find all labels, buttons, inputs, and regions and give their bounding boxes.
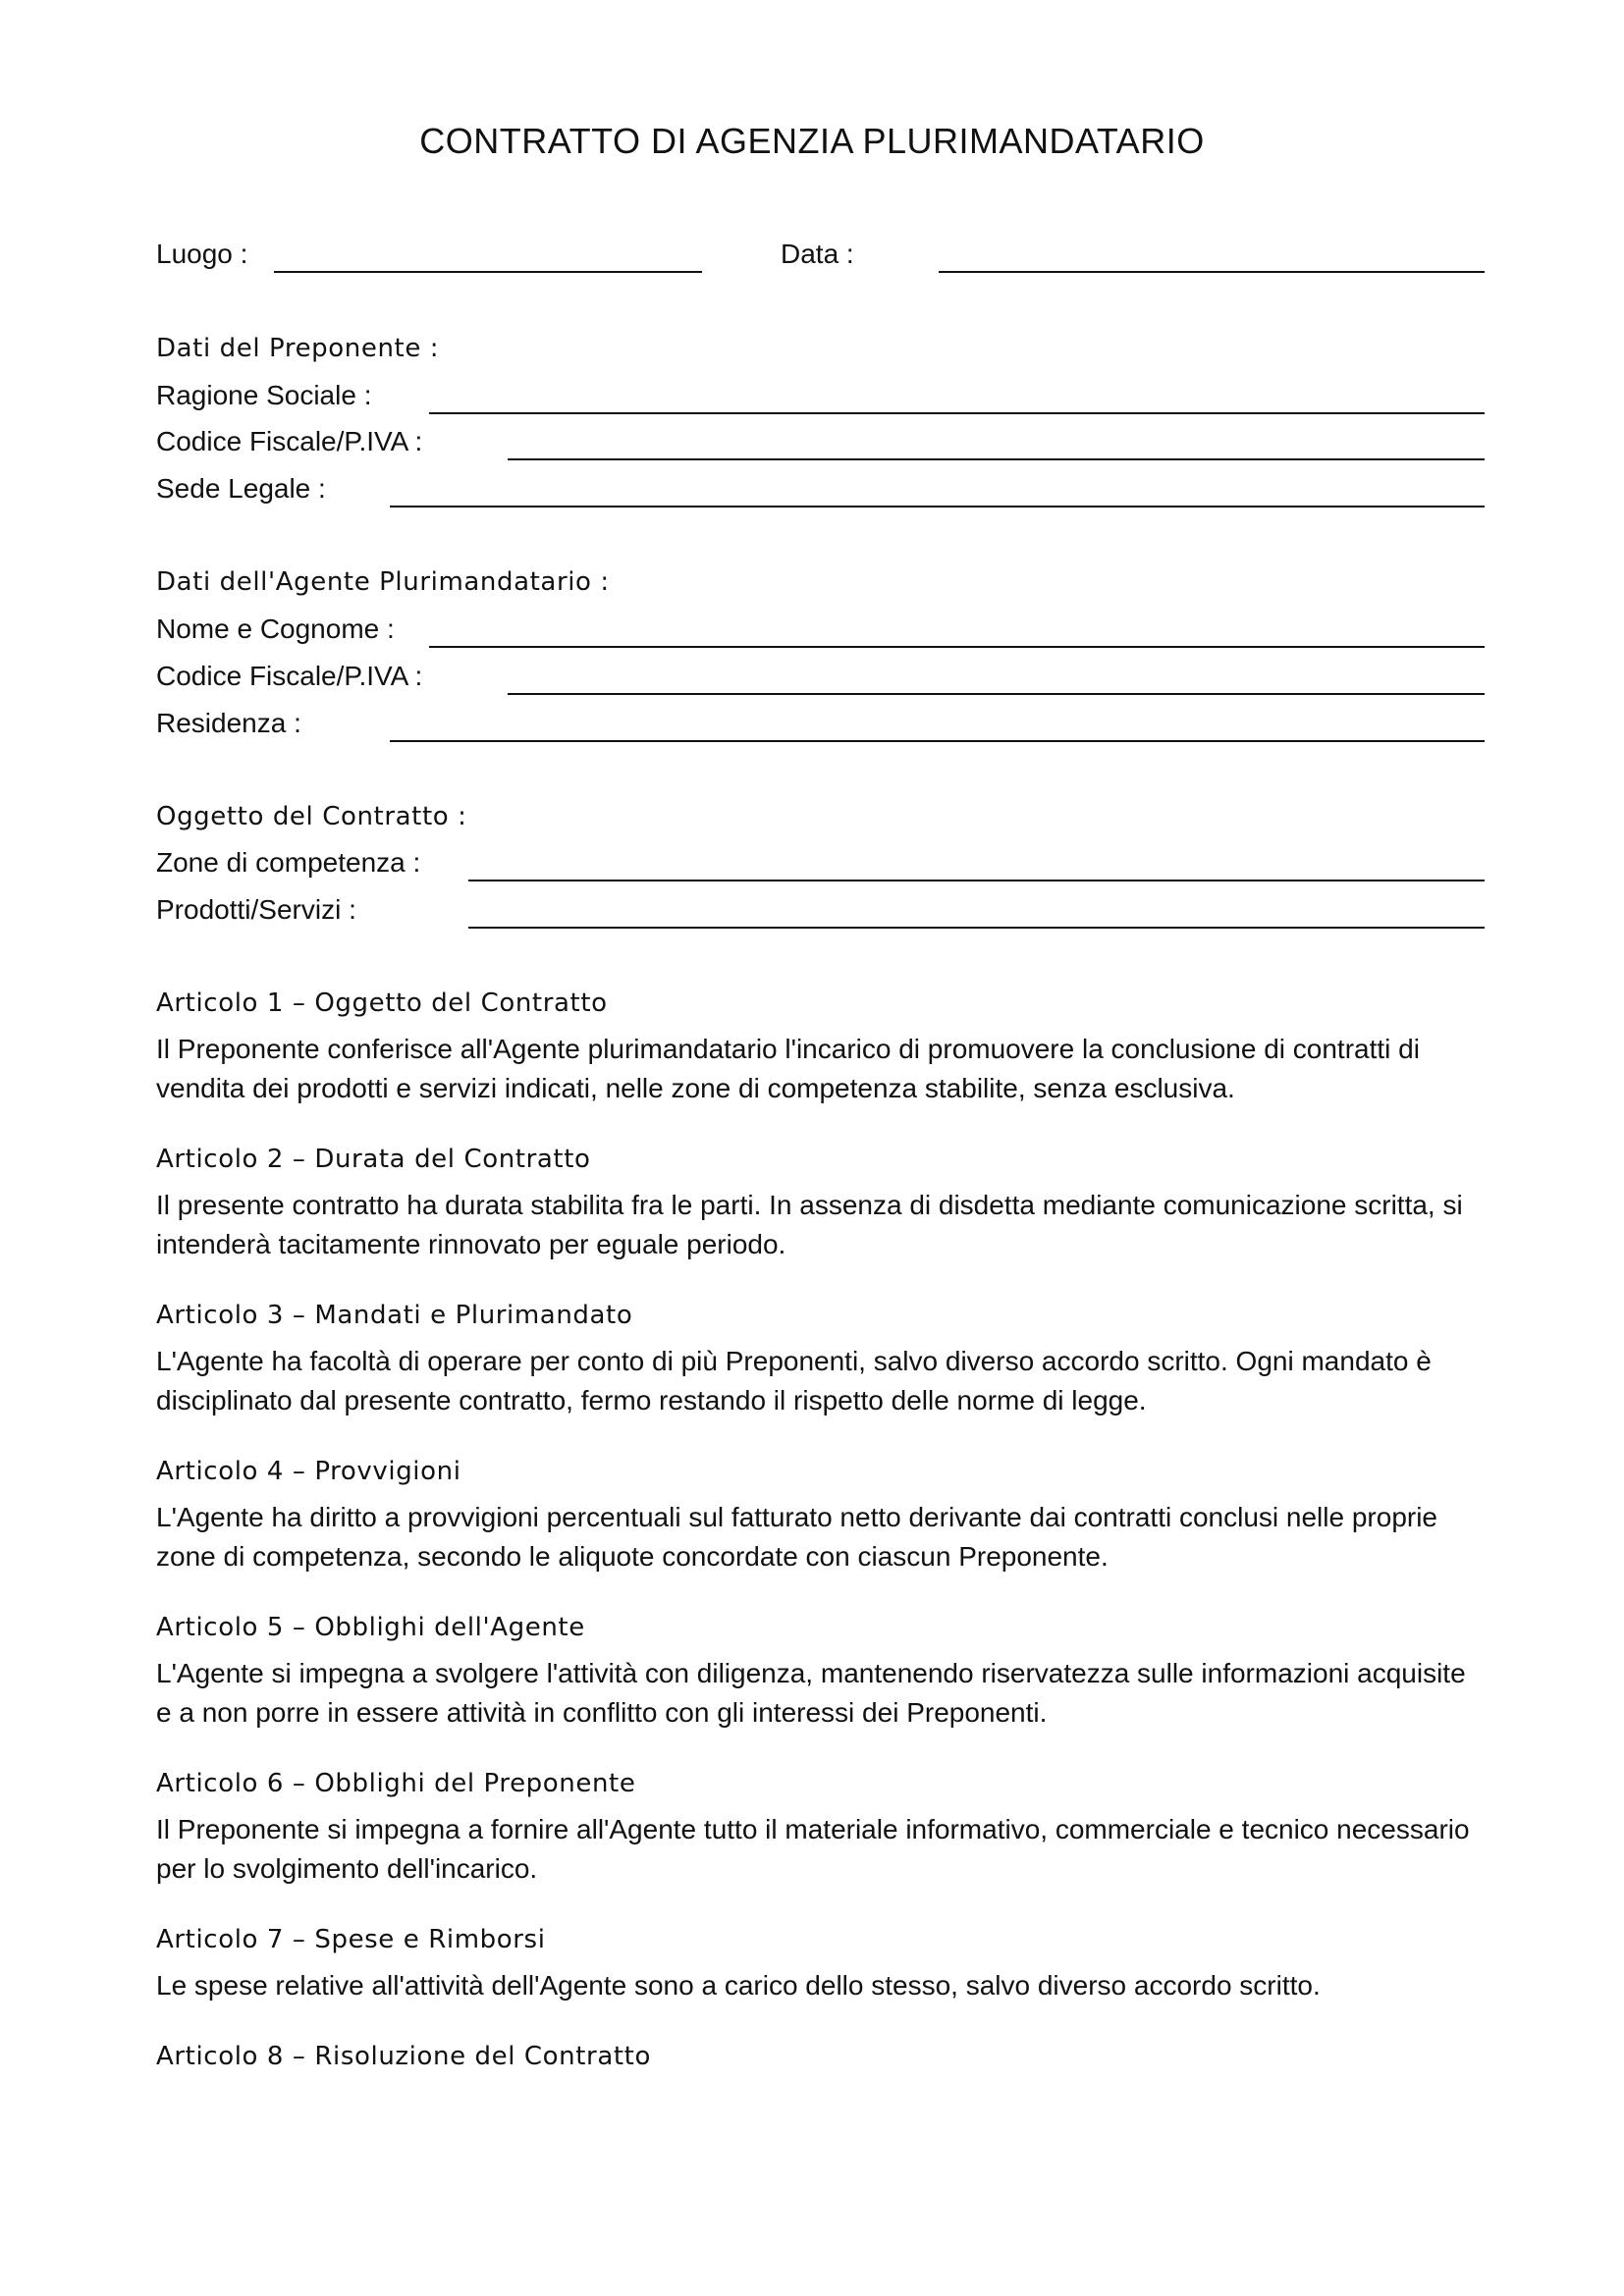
document-title: CONTRATTO DI AGENZIA PLURIMANDATARIO (419, 121, 1205, 161)
article-5-title: Articolo 5 – Obblighi dell'Agente (156, 1613, 585, 1642)
article-6-title: Articolo 6 – Obblighi del Preponente (156, 1769, 636, 1798)
agent-tax-code-label: Codice Fiscale/P.IVA : (156, 661, 423, 691)
article-7-title: Articolo 7 – Spese e Rimborsi (156, 1925, 546, 1954)
article-1-text: Il Preponente conferisce all'Agente plurimandatario l'incarico di promuovere la conclusione di contratti di vendita dei prodotti e servizi indicati, nelle zone di competenza stabilite, senza esclusiva. (156, 1034, 1420, 1103)
article-6-text: Il Preponente si impegna a fornire all'Agente tutto il materiale informativo, commerciale e tecnico necessario per lo svolgimento dell'incarico. (156, 1814, 1470, 1884)
article-7-text: Le spese relative all'attività dell'Agente sono a carico dello stesso, salvo diverso accordo scritto. (156, 1970, 1321, 2001)
agent-heading: Dati dell'Agente Plurimandatario : (156, 567, 610, 597)
object-heading: Oggetto del Contratto : (156, 802, 467, 831)
principal-tax-code-field[interactable] (508, 458, 1485, 460)
date-label: Data : (781, 239, 854, 269)
agent-name-label: Nome e Cognome : (156, 614, 395, 644)
company-name-label: Ragione Sociale : (156, 380, 372, 410)
registered-office-field[interactable] (390, 506, 1485, 507)
agent-name-field[interactable] (429, 646, 1485, 648)
company-name-field[interactable] (429, 412, 1485, 414)
principal-heading: Dati del Preponente : (156, 334, 440, 363)
residence-field[interactable] (390, 740, 1485, 742)
registered-office-label: Sede Legale : (156, 473, 326, 504)
residence-label: Residenza : (156, 708, 301, 738)
article-8-title: Articolo 8 – Risoluzione del Contratto (156, 2042, 651, 2071)
agent-tax-code-field[interactable] (508, 693, 1485, 695)
principal-tax-code-label: Codice Fiscale/P.IVA : (156, 426, 423, 456)
article-2-title: Articolo 2 – Durata del Contratto (156, 1145, 591, 1174)
date-field[interactable] (939, 271, 1485, 273)
article-3-title: Articolo 3 – Mandati e Plurimandato (156, 1301, 633, 1330)
zones-field[interactable] (468, 880, 1485, 881)
article-3-text: L'Agente ha facoltà di operare per conto di più Preponenti, salvo diverso accordo scritto. Ogni mandato è disciplinato dal presente contratto, fermo restando il rispetto delle norme di legge. (156, 1346, 1432, 1415)
place-label: Luogo : (156, 239, 248, 269)
article-2-text: Il presente contratto ha durata stabilita fra le parti. In assenza di disdetta mediante comunicazione scritta, si intenderà tacitamente rinnovato per eguale periodo. (156, 1190, 1463, 1259)
zones-label: Zone di competenza : (156, 847, 421, 878)
place-field[interactable] (274, 271, 702, 273)
article-1-title: Articolo 1 – Oggetto del Contratto (156, 988, 608, 1018)
article-4-title: Articolo 4 – Provvigioni (156, 1457, 461, 1486)
products-field[interactable] (468, 927, 1485, 929)
products-label: Prodotti/Servizi : (156, 894, 356, 925)
article-5-text: L'Agente si impegna a svolgere l'attività con diligenza, mantenendo riservatezza sulle informazioni acquisite e a non porre in essere attività in conflitto con gli interessi dei Preponenti. (156, 1658, 1466, 1728)
article-4-text: L'Agente ha diritto a provvigioni percentuali sul fatturato netto derivante dai contratti conclusi nelle proprie zone di competenza, secondo le aliquote concordate con ciascun Preponente. (156, 1502, 1438, 1572)
